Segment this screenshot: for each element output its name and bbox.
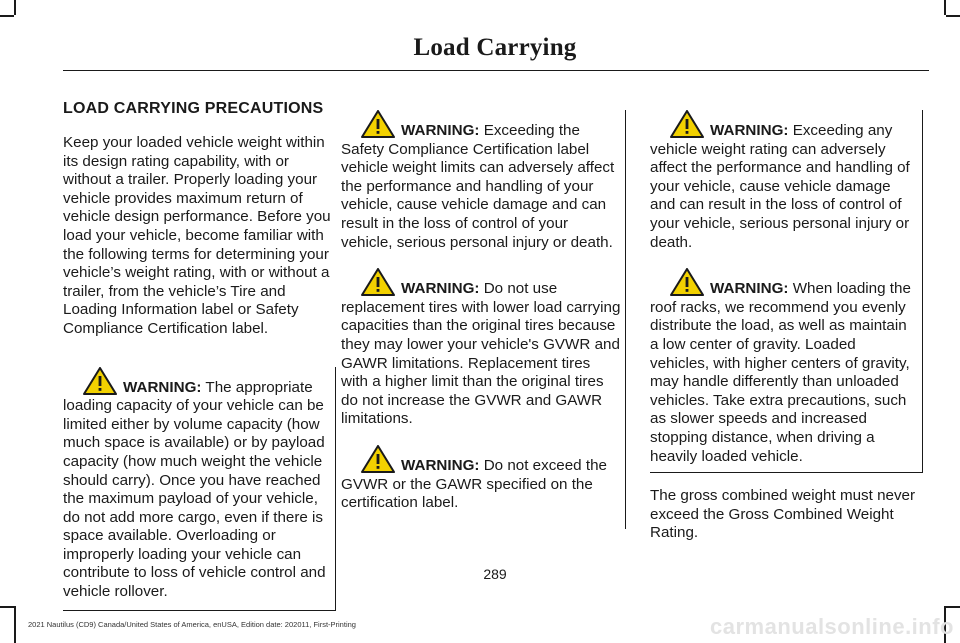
column-3 [650,110,923,543]
crop-mark [14,0,16,15]
crop-mark [0,15,14,17]
warning-label: WARNING: [710,122,789,139]
warning-box [341,110,626,529]
title-rule [63,70,929,71]
crop-mark [14,606,16,643]
intro-paragraph: Keep your loaded vehicle weight within its design rating capability, with or without a trailer. Properly loading your vehicle provides maximum return of vehicle design performance. Before you load your vehicle, become familiar with the following terms for determining your vehicle’s weight rating, with or without a trailer, from the vehicle’s Tire and Loading Information label or Safety Compliance Certification label. [63,134,331,337]
warning-label: WARNING: [401,456,480,474]
warning-triangle-icon [361,110,395,138]
edition-footer: 2021 Nautilus (CD9) Canada/United States of America, enUSA, Edition date: 202011, First-Printing [28,620,356,629]
column-1 [63,96,336,611]
crop-mark [944,0,946,15]
warning-triangle-icon [670,110,704,138]
warning-triangle-icon [83,367,117,395]
watermark: carmanualsonline.info [710,614,954,639]
warning-text: Exceeding the Safety Compliance Certification label vehicle weight limits can adversely affect the performance and handling of your vehicle, cause vehicle damage and can result in the loss of control of your vehicle, serious personal injury or death. [341,122,615,251]
warning-block [650,268,918,466]
warning-box [650,110,923,473]
warning-text: The appropriate loading capacity of your vehicle can be limited either by volume capacity (how much space is available) or by payload capacity (how much weight the vehicle should carry). Once you have reached the maximum payload of your vehicle, do not add more cargo, even if there is space available. Overloading or improperly loading your vehicle can contribute to loss of vehicle control and vehicle rollover. [63,378,326,601]
warning-triangle-icon [361,445,395,473]
crop-mark [0,606,14,608]
crop-mark [946,15,960,17]
warning-block [341,110,621,252]
crop-mark [946,606,960,608]
page-title: Load Carrying [413,34,577,61]
warning-text: Exceeding any vehicle weight rating can adversely affect the performance and handling of your vehicle, cause vehicle damage and can result in the loss of control of your vehicle, serious personal injury or death. [650,122,910,251]
warning-triangle-icon [670,268,704,296]
warning-label: WARNING: [123,378,202,396]
warning-triangle-icon [361,268,395,296]
column-2 [341,110,626,529]
warning-text: When loading the roof racks, we recommend you evenly distribute the load, as well as maintain a low center of gravity. Loaded vehicles, with higher centers of gravity, may handle differently than unloaded vehicles. Take extra precautions, such as slower speeds and increased stopping distance, when driving a heavily loaded vehicle. [650,280,911,465]
warning-block [650,110,918,252]
warning-label: WARNING: [401,122,480,139]
warning-block [341,268,621,429]
warning-label: WARNING: [710,280,789,298]
section-heading: LOAD CARRYING PRECAUTIONS [63,100,324,117]
gross-weight-paragraph: The gross combined weight must never exceed the Gross Combined Weight Rating. [650,487,916,542]
warning-block [341,445,621,513]
warning-label: WARNING: [401,280,480,298]
warning-text: Do not exceed the GVWR or the GAWR specified on the certification label. [341,456,607,512]
page-number: 289 [483,566,507,582]
warning-text: Do not use replacement tires with lower load carrying capacities than the original tires because they may lower your vehicle's GVWR and GAWR limitations. Replacement tires with a higher limit than the original tires do not increase the GVWR and GAWR limitations. [341,280,621,428]
